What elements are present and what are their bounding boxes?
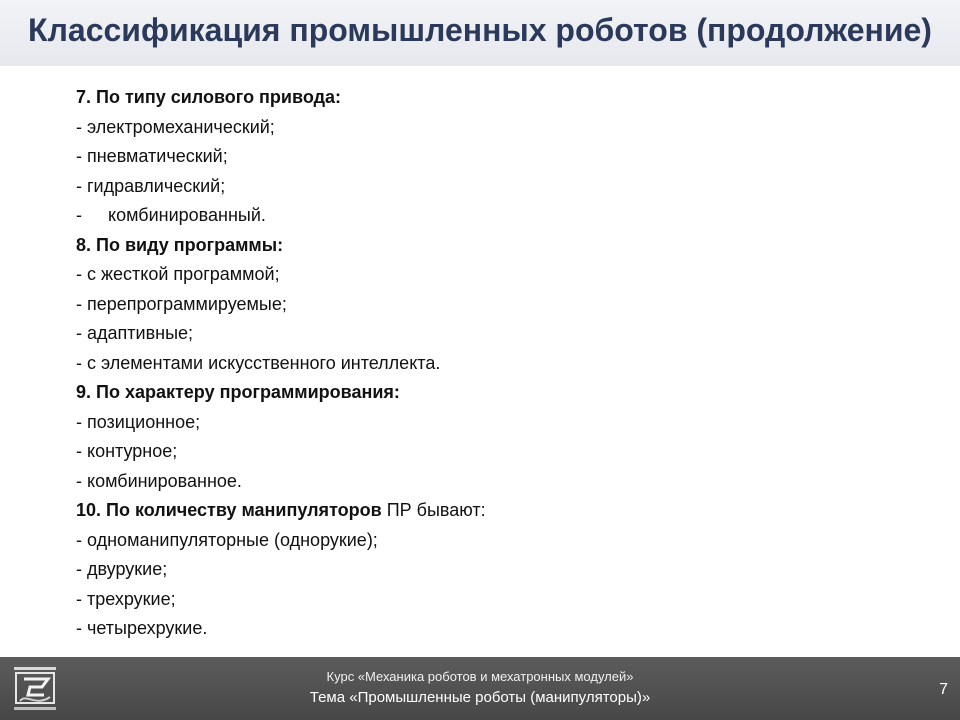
- bullet: -: [76, 205, 82, 225]
- list-item: - трехрукие;: [76, 588, 176, 609]
- slide-header: [0, 0, 960, 66]
- slide-content: [76, 83, 896, 644]
- list-item: - двурукие;: [76, 559, 168, 579]
- list-item: - комбинированное.: [76, 470, 242, 491]
- list-item-text: комбинированный.: [108, 205, 266, 225]
- list-item: - контурное;: [76, 441, 178, 461]
- list-item: - электромеханический;: [76, 116, 275, 137]
- list-item: - с жесткой программой;: [76, 264, 280, 284]
- section-10-heading-tail: ПР бывают:: [381, 500, 486, 520]
- list-item: - четырехрукие.: [76, 618, 208, 638]
- page-number: 7: [939, 681, 948, 698]
- footer-course: Курс «Механика роботов и мехатронных модулей»: [326, 669, 634, 684]
- section-10-heading-bold: 10. По количеству манипуляторов: [76, 500, 382, 520]
- list-item: - перепрограммируемые;: [76, 293, 287, 314]
- slide-footer: [0, 657, 960, 720]
- section-8-heading: 8. По виду программы:: [76, 234, 284, 255]
- footer-topic: Тема «Промышленные роботы (манипуляторы)»: [309, 689, 651, 706]
- section-7-heading: 7. По типу силового привода:: [76, 87, 342, 107]
- list-item: - одноманипуляторные (однорукие);: [76, 529, 378, 550]
- list-item: [76, 201, 896, 231]
- slide-title: Классификация промышленных роботов (продолжение): [28, 12, 932, 48]
- section-10-heading: [76, 496, 896, 526]
- list-item: - с элементами искусственного интеллекта.: [76, 352, 441, 373]
- list-item: - позиционное;: [76, 411, 201, 432]
- list-item: - гидравлический;: [76, 175, 226, 196]
- list-item: - пневматический;: [76, 146, 228, 166]
- section-9-heading: 9. По характеру программирования:: [76, 382, 400, 402]
- list-item: - адаптивные;: [76, 323, 194, 343]
